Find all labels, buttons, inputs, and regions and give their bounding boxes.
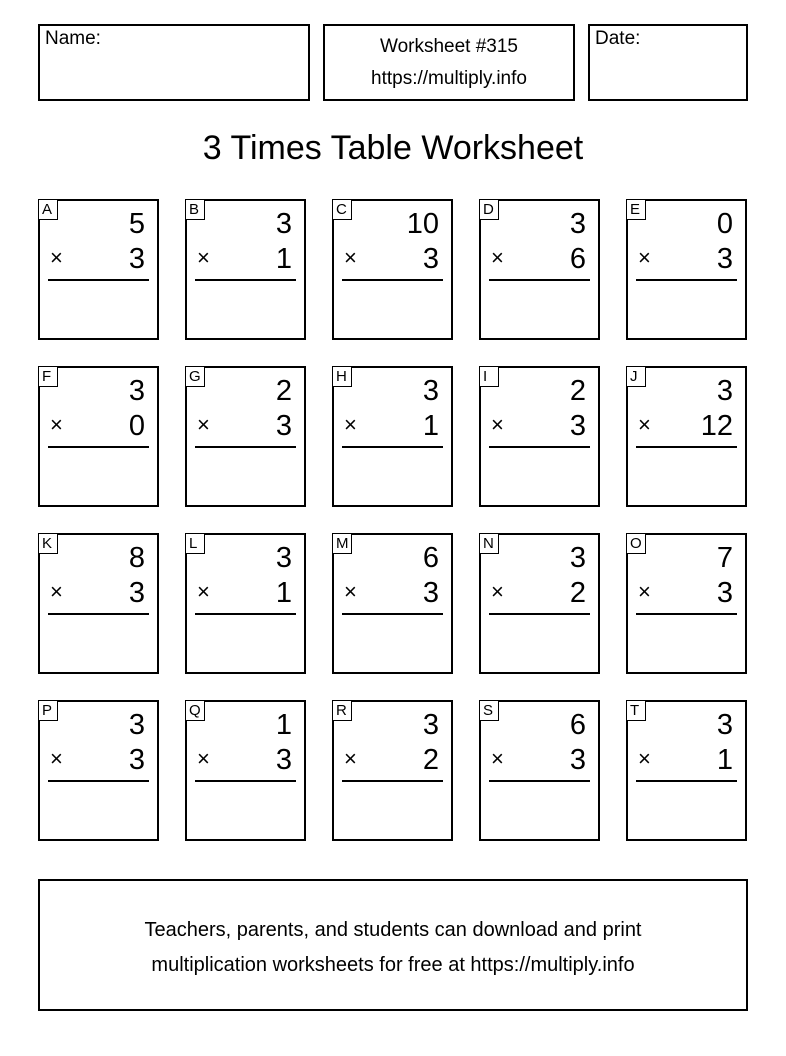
multiplier: 1: [275, 243, 292, 275]
problem-card[interactable]: [332, 533, 453, 674]
multiplicand: 3: [569, 542, 586, 574]
answer-line: [489, 780, 590, 782]
answer-line: [342, 446, 443, 448]
problem-letter: K: [38, 533, 58, 554]
problem-letter: I: [479, 366, 499, 387]
name-box[interactable]: [38, 24, 310, 101]
times-icon: ×: [638, 245, 651, 270]
multiplier: 3: [716, 243, 733, 275]
multiplicand: 2: [569, 375, 586, 407]
problem-letter: G: [185, 366, 205, 387]
problem-card[interactable]: [626, 533, 747, 674]
multiplicand: 3: [716, 375, 733, 407]
multiplicand: 10: [406, 208, 439, 240]
multiplicand: 3: [128, 709, 145, 741]
answer-line: [636, 279, 737, 281]
problem-card[interactable]: [185, 199, 306, 340]
problem-letter: A: [38, 199, 58, 220]
answer-line: [489, 279, 590, 281]
answer-line: [489, 613, 590, 615]
times-icon: ×: [50, 579, 63, 604]
date-box[interactable]: [588, 24, 748, 101]
multiplicand: 3: [716, 709, 733, 741]
times-icon: ×: [197, 579, 210, 604]
multiplier: 3: [569, 744, 586, 776]
multiplicand: 2: [275, 375, 292, 407]
answer-line: [342, 613, 443, 615]
problem-letter: O: [626, 533, 646, 554]
answer-line: [195, 780, 296, 782]
times-icon: ×: [344, 412, 357, 437]
name-label: Name:: [45, 28, 101, 49]
times-icon: ×: [638, 579, 651, 604]
multiplicand: 6: [422, 542, 439, 574]
problem-card[interactable]: [38, 700, 159, 841]
problem-letter: B: [185, 199, 205, 220]
problem-card[interactable]: [332, 366, 453, 507]
worksheet-url: https://multiply.info: [371, 68, 527, 89]
multiplicand: 3: [275, 542, 292, 574]
problem-card[interactable]: [38, 366, 159, 507]
multiplier: 3: [422, 577, 439, 609]
date-label: Date:: [595, 28, 641, 49]
footer-text: [40, 913, 746, 983]
times-icon: ×: [197, 412, 210, 437]
answer-line: [195, 613, 296, 615]
multiplier: 3: [128, 243, 145, 275]
problem-card[interactable]: [185, 533, 306, 674]
multiplicand: 5: [128, 208, 145, 240]
problem-card[interactable]: [626, 700, 747, 841]
multiplier: 2: [569, 577, 586, 609]
answer-line: [636, 613, 737, 615]
problem-card[interactable]: [185, 366, 306, 507]
multiplicand: 3: [422, 709, 439, 741]
times-icon: ×: [50, 412, 63, 437]
problem-letter: Q: [185, 700, 205, 721]
multiplicand: 0: [716, 208, 733, 240]
answer-line: [489, 446, 590, 448]
problem-letter: D: [479, 199, 499, 220]
multiplier: 3: [275, 410, 292, 442]
multiplier: 3: [275, 744, 292, 776]
problem-letter: L: [185, 533, 205, 554]
problem-letter: S: [479, 700, 499, 721]
footer-box: [38, 879, 748, 1011]
times-icon: ×: [344, 746, 357, 771]
problem-card[interactable]: [626, 366, 747, 507]
multiplier: 3: [128, 744, 145, 776]
problem-letter: E: [626, 199, 646, 220]
problem-letter: T: [626, 700, 646, 721]
problem-letter: J: [626, 366, 646, 387]
answer-line: [48, 279, 149, 281]
answer-line: [195, 446, 296, 448]
problem-letter: C: [332, 199, 352, 220]
problem-letter: M: [332, 533, 352, 554]
multiplier: 1: [422, 410, 439, 442]
times-icon: ×: [491, 245, 504, 270]
times-icon: ×: [50, 746, 63, 771]
multiplier: 3: [422, 243, 439, 275]
problem-card[interactable]: [38, 199, 159, 340]
multiplicand: 6: [569, 709, 586, 741]
problem-letter: F: [38, 366, 58, 387]
multiplier: 2: [422, 744, 439, 776]
answer-line: [342, 780, 443, 782]
times-icon: ×: [344, 579, 357, 604]
page-title: 3 Times Table Worksheet: [202, 129, 584, 167]
multiplier: 1: [716, 744, 733, 776]
footer-line-1: Teachers, parents, and students can download and print: [144, 919, 642, 941]
worksheet-info-box: [323, 24, 575, 101]
worksheet-number: Worksheet #315: [379, 36, 518, 57]
times-icon: ×: [197, 746, 210, 771]
multiplier: 1: [275, 577, 292, 609]
multiplicand: 8: [128, 542, 145, 574]
multiplier: 3: [716, 577, 733, 609]
problem-card[interactable]: [185, 700, 306, 841]
multiplicand: 7: [716, 542, 733, 574]
times-icon: ×: [638, 412, 651, 437]
multiplicand: 3: [128, 375, 145, 407]
problem-card[interactable]: [479, 199, 600, 340]
answer-line: [636, 446, 737, 448]
problem-letter: H: [332, 366, 352, 387]
problem-letter: N: [479, 533, 499, 554]
times-icon: ×: [197, 245, 210, 270]
problem-letter: P: [38, 700, 58, 721]
times-icon: ×: [50, 245, 63, 270]
answer-line: [48, 780, 149, 782]
multiplier: 12: [700, 410, 733, 442]
problem-card[interactable]: [38, 533, 159, 674]
times-icon: ×: [491, 412, 504, 437]
multiplier: 3: [569, 410, 586, 442]
multiplicand: 3: [422, 375, 439, 407]
problem-card[interactable]: [332, 199, 453, 340]
problem-card[interactable]: [332, 700, 453, 841]
times-icon: ×: [344, 245, 357, 270]
times-icon: ×: [491, 579, 504, 604]
footer-line-2: multiplication worksheets for free at https://multiply.info: [151, 954, 635, 976]
problem-card[interactable]: [626, 199, 747, 340]
answer-line: [48, 446, 149, 448]
problem-card[interactable]: [479, 366, 600, 507]
multiplicand: 1: [275, 709, 292, 741]
answer-line: [636, 780, 737, 782]
answer-line: [342, 279, 443, 281]
multiplier: 6: [569, 243, 586, 275]
times-icon: ×: [638, 746, 651, 771]
problem-letter: R: [332, 700, 352, 721]
multiplier: 0: [128, 410, 145, 442]
problem-card[interactable]: [479, 533, 600, 674]
multiplicand: 3: [569, 208, 586, 240]
answer-line: [48, 613, 149, 615]
times-icon: ×: [491, 746, 504, 771]
problem-card[interactable]: [479, 700, 600, 841]
multiplier: 3: [128, 577, 145, 609]
multiplicand: 3: [275, 208, 292, 240]
answer-line: [195, 279, 296, 281]
